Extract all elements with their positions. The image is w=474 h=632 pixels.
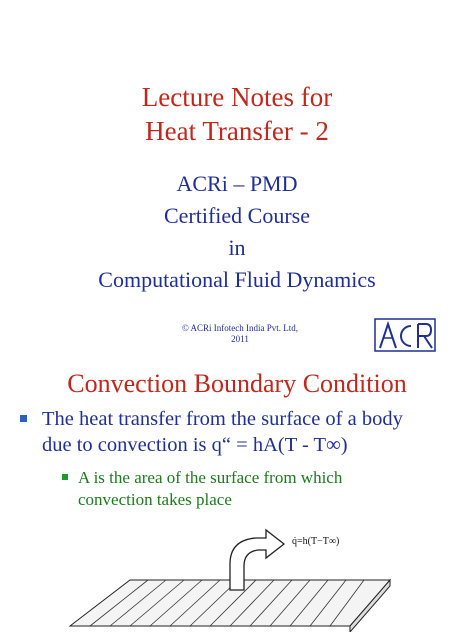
copyright-line-1: © ACRi Infotech India Pvt. Ltd, — [181, 323, 299, 333]
bullet-line-2: due to convection is q“ = hA(T - T∞) — [42, 434, 348, 456]
convection-diagram — [60, 518, 440, 632]
copyright-line-2: 2011 — [231, 334, 249, 344]
bullet-area-text — [78, 467, 458, 511]
bullet-line-1: The heat transfer from the surface of a body — [42, 408, 403, 430]
sub-bullet-line-1: A is the area of the surface from which — [78, 468, 343, 487]
course-line-3: in — [228, 235, 246, 260]
course-line-1: ACRi – PMD — [176, 171, 298, 196]
lecture-title — [0, 80, 474, 148]
course-line-2: Certified Course — [163, 203, 311, 228]
square-bullet-icon — [62, 474, 68, 480]
slide-title: Convection Boundary Condition — [67, 369, 407, 398]
bullet-heat-transfer-text — [42, 406, 462, 458]
course-line-4: Computational Fluid Dynamics — [98, 267, 376, 292]
sub-bullet-line-2: convection takes place — [78, 490, 232, 509]
course-block — [0, 168, 474, 296]
diagram-formula: q̇=h(T−T∞) — [292, 536, 340, 547]
copyright-notice — [150, 323, 330, 345]
lecture-title-line1: Lecture Notes for — [141, 82, 333, 112]
lecture-title-line2: Heat Transfer - 2 — [145, 116, 329, 146]
acri-logo-icon — [374, 318, 436, 352]
square-bullet-icon — [20, 415, 27, 422]
